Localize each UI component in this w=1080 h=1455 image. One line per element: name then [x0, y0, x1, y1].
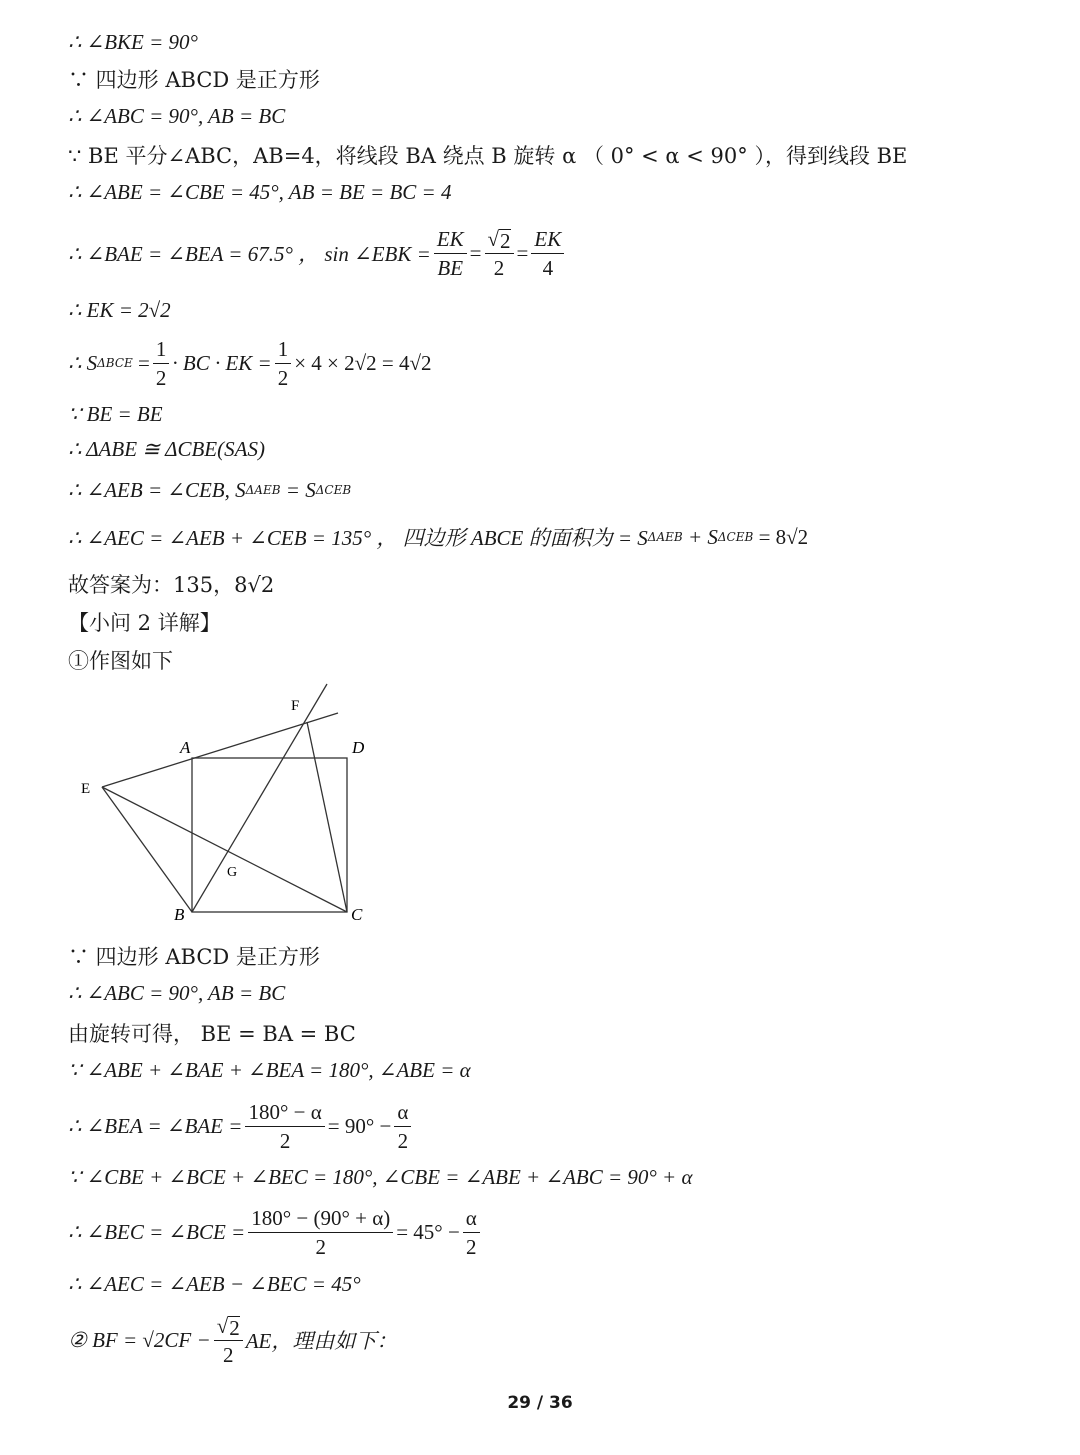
line-1: ∴ ∠BKE = 90°: [68, 29, 198, 54]
fraction-sqrt2-over-2: √ 2 2: [214, 1313, 243, 1368]
line-17: ∴ ∠ABC = 90°, AB = BC: [68, 980, 286, 1005]
page-number: 29 / 36: [507, 1393, 573, 1413]
line-9: ∵ BE = BE: [68, 401, 163, 426]
line-16: ∵ 四边形 ABCD 是正方形: [68, 945, 320, 969]
sqrt-symbol-2: √ 2: [216, 1313, 240, 1340]
line-7: ∴ EK = 2√2: [68, 297, 171, 322]
sqrt-symbol: √ 2: [487, 226, 511, 253]
line-bf-extended: [192, 684, 327, 912]
label-d: D: [352, 738, 365, 757]
line-14: 【小问 2 详解】: [68, 611, 221, 635]
fraction-ek-be: $\frac{EK}{BE}$: [434, 226, 467, 281]
line-22: ∴ ∠BEC = ∠BCE = $\frac{180^\circ - (90^\circ + \alpha)}{2}$ = 45° − $\frac{\alpha}{2}$: [68, 1206, 483, 1258]
fraction-one-half: $\frac{1}{2}$: [153, 336, 170, 391]
fraction-ek-4: $\frac{EK}{4}$: [531, 226, 564, 281]
label-g: G: [227, 865, 238, 880]
line-3: ∴ ∠ABC = 90°, AB = BC: [68, 103, 286, 128]
line-8: ∴ S ΔBCE = $\frac{1}{2}$ · BC · EK = $\frac{1}{2}$ × 4 × 2√2 = 4√2: [68, 336, 432, 390]
line-4: ∵ BE 平分∠ABC，AB=4，将线段 BA 绕点 B 旋转 α （ 0° < α < 90° ），得到线段 BE: [68, 144, 908, 168]
line-11: ∴ ∠AEB = ∠CEB, S ΔAEB = S ΔCEB: [68, 477, 352, 502]
line-2: ∵ 四边形 ABCD 是正方形: [68, 68, 320, 92]
label-a: A: [180, 738, 191, 757]
label-b: B: [174, 905, 185, 924]
line-18: 由旋转可得， BE = BA = BC: [68, 1022, 356, 1046]
line-19: ∵ ∠ABE + ∠BAE + ∠BEA = 180°, ∠ABE = α: [68, 1057, 471, 1082]
line-20: ∴ ∠BEA = ∠BAE = $\frac{180^\circ - \alpha}{2}$ = 90° − $\frac{\alpha}{2}$: [68, 1100, 414, 1152]
line-6: ∴ ∠BAE = ∠BEA = 67.5° ， sin ∠EBK = $\frac{EK}{BE}$ = √ 2 2 = $\frac{EK}{4}$: [68, 228, 567, 278]
fraction-sqrt2-2: √ 2 2: [485, 226, 514, 281]
fraction-one-half-2: $\frac{1}{2}$: [275, 336, 292, 391]
label-f: F: [291, 698, 300, 714]
line-15: ①作图如下: [68, 649, 173, 673]
line-12: ∴ ∠AEC = ∠AEB + ∠CEB = 135° ， 四边形 ABCE 的面积为 = S ΔAEB + S ΔCEB = 8√2: [68, 524, 809, 550]
segment-eb: [102, 787, 192, 912]
fraction-180-minus-alpha: $\frac{180^\circ - \alpha}{2}$: [245, 1099, 324, 1154]
geometry-diagram: [70, 680, 370, 930]
segment-ec: [102, 787, 347, 912]
label-e: E: [81, 781, 91, 797]
line-24: ② BF = √2CF − √ 2 2 AE，理由如下：: [68, 1313, 398, 1367]
line-10: ∴ ΔABE ≅ ΔCBE(SAS): [68, 436, 265, 461]
fraction-alpha-over-2: $\frac{\alpha}{2}$: [394, 1099, 411, 1154]
line-23: ∴ ∠AEC = ∠AEB − ∠BEC = 45°: [68, 1271, 361, 1296]
line-13: 故答案为：135，8√2: [68, 573, 275, 597]
fraction-alpha-over-2-b: $\frac{\alpha}{2}$: [463, 1205, 480, 1260]
line-21: ∵ ∠CBE + ∠BCE + ∠BEC = 180°, ∠CBE = ∠ABE + ∠ABC = 90° + α: [68, 1164, 693, 1189]
label-c: C: [351, 905, 363, 924]
line-5: ∴ ∠ABE = ∠CBE = 45°, AB = BE = BC = 4: [68, 179, 452, 204]
segment-fc: [307, 722, 347, 912]
fraction-180-minus-90-plus-alpha: $\frac{180^\circ - (90^\circ + \alpha)}{2}$: [248, 1205, 393, 1260]
